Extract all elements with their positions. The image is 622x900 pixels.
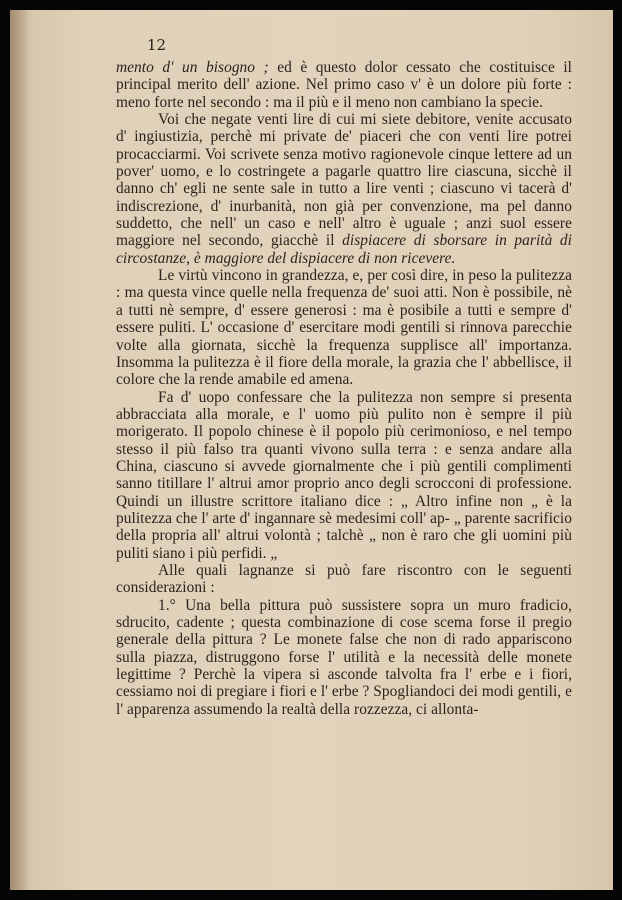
paragraph-6-run: 1.° Una bella pittura può sussistere sopra un muro fradicio, sdrucito, cadente ; questa combinazione di cose scema forse il pregio generale della pittura ? Le monete false che non di rado appariscono sulla piazza, distruggono forse l' utilità e la necessità delle monete legittime ? Perchè la vipera si asconde talvolta fra l' erbe e i fiori, cessiamo noi di pregiare i fiori e l' erbe ? Spogliandoci dei modi gentili, e l' apparenza assumendo la realtà della rozzezza, ci allonta- [116,596,572,718]
paragraph-1-italic-run: mento d' un bisogno ; [116,59,269,76]
paragraph-3 [116,267,572,388]
paragraph-3-run: Le virtù vincono in grandezza, e, per così dire, in peso la pulitezza : ma questa vince quelle nella frequenza de' suoi atti. Non è possibile, nè a tutti nè sempre, d' essere generosi : ma è posibile a tutti e sempre d' essere puliti. L' occasione d' esercitare modi gentili si rinnova parecchie volte alla giornata, sicchè la frequenza supplisce all' importanza. Insomma la pulitezza è il fiore della morale, la grazia che l' abbellisce, il colore che la rende amabile ed amena. [116,267,572,389]
body-text [116,59,572,718]
paragraph-5-run: Alle quali lagnanze si può fare riscontro con le seguenti considerazioni : [116,561,572,597]
paragraph-4-run: Fa d' uopo confessare che la pulitezza non sempre si presenta abbracciata alla morale, e l' uomo più pulito non è sempre il più morigerato. Il popolo chinese è il popolo più cerimonioso, e nel tempo stesso il più falso tra quanti vivono sulla terra : e senza andare alla China, ciascuno si avvede giornalmente che i più gentili complimenti sanno titillare l' altrui amor proprio anco degli scrocconi di professione. Quindi un illustre scrittore italiano dice : „ Altro infine non „ è la pulitezza che l' arte d' ingannare sè medesimi coll' ap- „ parente sacrificio della propria all' altrui volontà ; talchè „ non è raro che gli uomini più puliti siano i più perfidi. „ [116,388,572,562]
paragraph-1-run: ed è questo dolor cessato che costituisce il principal merito dell' azione. Nel primo caso v' è un dolore più forte : meno forte nel secondo : ma il più e il meno non cambiano la specie. [116,59,572,111]
paragraph-2-run: Voi che negate venti lire di cui mi siete debitore, venite accusato d' ingiustizia, perchè mi private de' piaceri che con venti lire potrei procacciarmi. Voi scrivete senza motivo ragionevole cinque lettere ad un pover' uomo, e lo costringete a pagarle quattro lire ciascuna, sicchè il danno ch' egli ne sente sale in tutto a lire venti ; ciascuno vi tacerà d' indiscrezione, d' inurbanità, non già per convenzione, ma pel danno suddetto, che nell' un caso e nell' altro è uguale ; anzi suol essere maggiore nel secondo, giacchè il [116,111,572,250]
paragraph-6 [116,597,572,718]
paragraph-2-italic-run: dispiacere di sborsare in parità di circostanze, è maggiore del dispiacere di non ricevere. [116,232,573,267]
paragraph-2 [116,111,572,267]
page-number: 12 [147,36,167,54]
paragraph-5 [116,562,572,597]
book-page [10,10,613,890]
paragraph-4 [116,389,572,562]
paragraph-1 [116,59,572,111]
